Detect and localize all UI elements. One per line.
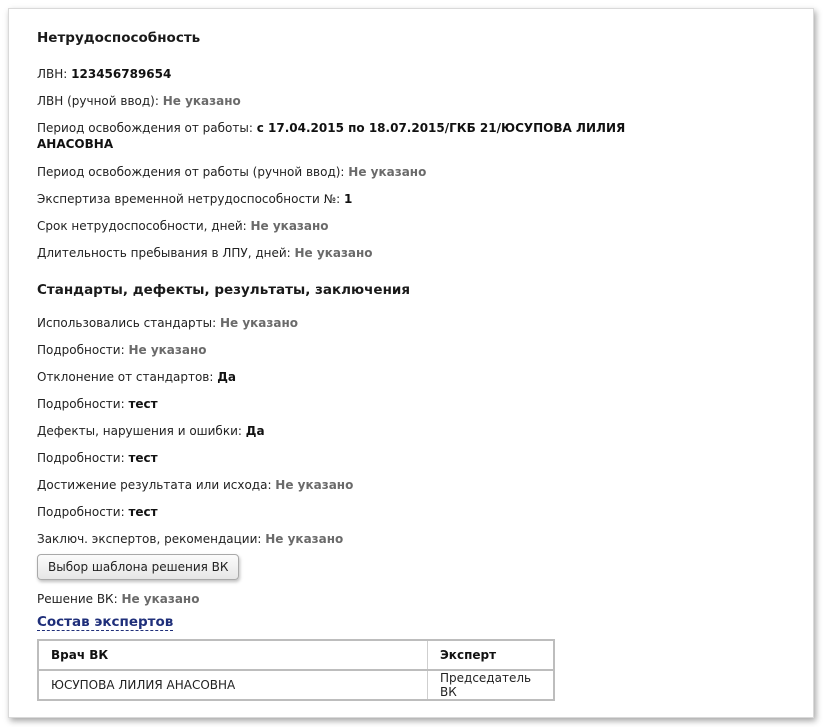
field-lvn (37, 66, 657, 82)
field-value: Не указано (121, 592, 200, 606)
field-value: Не указано (275, 478, 354, 492)
select-decision-template-button[interactable]: Выбор шаблона решения ВК (37, 554, 239, 580)
field-details-2 (37, 396, 657, 412)
field-release-period (37, 120, 657, 152)
field-value: 123456789654 (71, 67, 172, 81)
field-vk-decision (37, 591, 657, 607)
section-title-standards (37, 282, 657, 298)
field-value: Не указано (265, 532, 344, 546)
field-label: Срок нетрудоспособности, дней: (37, 219, 251, 233)
field-value: Не указано (128, 343, 207, 357)
field-standards-used (37, 315, 657, 331)
field-label: Решение ВК: (37, 592, 122, 606)
field-label: Достижение результата или исхода: (37, 478, 276, 492)
column-header-doctor[interactable]: Врач ВК (38, 640, 428, 670)
field-details-3 (37, 450, 657, 466)
field-lpu-stay (37, 245, 657, 261)
experts-table (37, 639, 555, 701)
field-label: Период освобождения от работы (ручной ввод): (37, 165, 349, 179)
field-expert-conclusion (37, 531, 657, 547)
field-defects (37, 423, 657, 439)
field-standards-deviation (37, 369, 657, 385)
field-label: Дефекты, нарушения и ошибки: (37, 424, 246, 438)
field-value: Не указано (250, 219, 329, 233)
report-panel (8, 8, 814, 718)
field-label: Подробности: (37, 343, 129, 357)
field-label: Подробности: (37, 451, 129, 465)
field-label: Отклонение от стандартов: (37, 370, 218, 384)
field-value: тест (128, 451, 158, 465)
table-row[interactable] (38, 670, 554, 700)
field-label: Длительность пребывания в ЛПУ, дней: (37, 246, 295, 260)
cell-doctor: ЮСУПОВА ЛИЛИЯ АНАСОВНА (38, 670, 428, 700)
field-details-1 (37, 342, 657, 358)
field-value: 1 (344, 192, 353, 206)
field-expertise-number (37, 191, 657, 207)
field-label: ЛВН: (37, 67, 72, 81)
field-disability-term (37, 218, 657, 234)
field-value: с 17.04.2015 по 18.07.2015/ГКБ 21/ЮСУПОВА ЛИЛИЯ (256, 121, 626, 135)
field-value: Да (217, 370, 237, 384)
section-title-text: Нетрудоспособность (37, 30, 201, 46)
field-value: Не указано (294, 246, 373, 260)
field-label: Подробности: (37, 505, 129, 519)
field-release-period-manual (37, 164, 657, 180)
field-value-continued: АНАСОВНА (37, 137, 114, 151)
field-label: Подробности: (37, 397, 129, 411)
field-label: Экспертиза временной нетрудоспособности №: (37, 192, 344, 206)
field-label: Использовались стандарты: (37, 316, 220, 330)
field-lvn-manual (37, 93, 657, 109)
field-details-4 (37, 504, 657, 520)
field-label: ЛВН (ручной ввод): (37, 94, 163, 108)
field-value: Не указано (162, 94, 241, 108)
column-header-expert[interactable]: Эксперт (428, 640, 555, 670)
section-title-disability (37, 30, 657, 46)
section-title-text: Стандарты, дефекты, результаты, заключения (37, 282, 411, 298)
field-value: Не указано (348, 165, 427, 179)
field-value: Да (245, 424, 265, 438)
field-value: тест (128, 397, 158, 411)
field-value: тест (128, 505, 158, 519)
field-result-achievement (37, 477, 657, 493)
cell-expert-role: Председатель ВК (428, 670, 555, 700)
table-header-row (38, 640, 554, 670)
field-label: Период освобождения от работы: (37, 121, 257, 135)
field-value: Не указано (219, 316, 299, 330)
experts-composition-link[interactable]: Состав экспертов (37, 614, 174, 630)
field-label: Заключ. экспертов, рекомендации: (37, 532, 266, 546)
